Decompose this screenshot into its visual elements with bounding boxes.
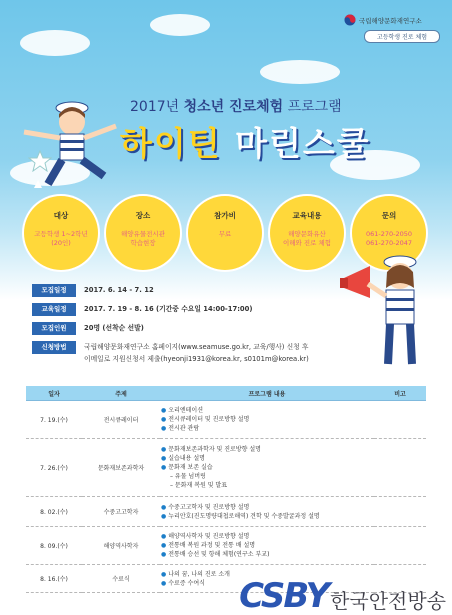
list-item: ● 오리엔테이션 xyxy=(161,407,204,414)
cloud xyxy=(20,30,90,56)
table-row xyxy=(26,527,426,565)
program-table xyxy=(26,386,426,593)
megaphone-girl-illustration xyxy=(340,248,440,372)
row-note xyxy=(374,497,426,527)
circle-value: 061-270-2050 061-270-2047 xyxy=(365,230,413,247)
info-label: 모집인원 xyxy=(32,322,76,335)
circle-label: 참가비 xyxy=(214,211,236,220)
row-items xyxy=(160,439,374,497)
row-topic: 해양역사학자 xyxy=(82,527,160,565)
cloud xyxy=(260,60,340,84)
row-topic: 문화재보존과학자 xyxy=(82,439,160,497)
title-subtitle xyxy=(130,96,342,116)
list-item: – 문화재 복원 및 발표 xyxy=(170,482,227,489)
table-row xyxy=(26,401,426,439)
row-date: 7. 19.(수) xyxy=(26,401,82,439)
circle-target xyxy=(24,196,98,270)
circle-value: 고등학생 1~2학년 (20인) xyxy=(34,230,88,247)
table-row xyxy=(26,497,426,527)
circle-label: 문의 xyxy=(381,211,397,220)
watermark-logo: CSBY xyxy=(239,576,329,615)
list-item: ● 누리안호(진도명량대첩로해역) 견학 및 수중발굴과정 설명 xyxy=(161,512,320,520)
row-items xyxy=(160,497,374,527)
header-note: 비고 xyxy=(374,386,426,401)
header-content: 프로그램 내용 xyxy=(160,386,374,401)
title-main-white: 마린스쿨 xyxy=(235,124,371,163)
row-date: 7. 26.(수) xyxy=(26,439,82,497)
org-logo xyxy=(344,14,440,43)
list-item: ● 문화재보존과학자 및 진로방향 설명 xyxy=(161,446,261,453)
info-row-edu-period xyxy=(32,303,322,316)
broadcaster-watermark xyxy=(239,576,446,615)
row-items xyxy=(160,527,374,565)
info-value: 2017. 6. 14 - 7. 12 xyxy=(84,286,154,294)
info-label: 모집일정 xyxy=(32,284,76,297)
circle-value: 무료 xyxy=(218,230,232,238)
row-note xyxy=(374,527,426,565)
circle-value: 해양문화유산 이해와 진로 체험 xyxy=(282,230,332,247)
info-label: 신청방법 xyxy=(32,341,76,354)
info-label: 교육일정 xyxy=(32,303,76,316)
list-item: ● 전통배 승선 및 항해 체험(연구소 부교) xyxy=(161,551,270,558)
org-tagline: 고등학생 진로 체험 xyxy=(364,30,440,43)
circle-fee xyxy=(188,196,262,270)
title-main-yellow: 하이틴 xyxy=(120,124,222,163)
circle-label: 대상 xyxy=(53,211,69,220)
row-note xyxy=(374,439,426,497)
row-topic: 수중고고학자 xyxy=(82,497,160,527)
row-topic: 수료식 xyxy=(82,565,160,593)
cloud xyxy=(150,14,210,36)
info-row-recruit-period xyxy=(32,284,322,297)
row-note xyxy=(374,401,426,439)
org-name: 국립해양문화재연구소 xyxy=(359,16,422,25)
info-row-capacity xyxy=(32,322,322,335)
taegeuk-icon xyxy=(344,14,356,26)
watermark-text: 한국안전방송 xyxy=(330,589,446,613)
info-value: 2017. 7. 19 - 8. 16 (기간중 수요일 14:00-17:00) xyxy=(84,305,253,313)
header-topic: 주제 xyxy=(82,386,160,401)
list-item: ● 수료증 수여식 xyxy=(161,579,205,587)
circle-label: 장소 xyxy=(135,211,151,220)
list-item: ● 나의 꿈, 나의 진로 소개 xyxy=(161,570,230,578)
info-value: 국립해양문화재연구소 홈페이지(www.seamuse.go.kr, 교육/행사) 신청 후 이메일로 지원신청서 제출(hyeonji1931@korea.kr, s0101m@korea.kr) xyxy=(84,343,309,363)
starfish-icon xyxy=(28,150,52,172)
circle-value: 해양유물전시관 학습현장 xyxy=(121,230,165,247)
list-item: ● 해양역사학자 및 진로방향 설명 xyxy=(161,533,250,540)
title-bold: 청소년 진로체험 xyxy=(183,99,284,115)
list-item: ● 문화재 보존 실습 xyxy=(161,464,213,471)
list-item: ● 실습내용 설명 xyxy=(161,455,205,462)
circle-place xyxy=(106,196,180,270)
title-year: 2017년 xyxy=(130,99,180,115)
list-item: ● 수중고고학자 및 진로방향 설명 xyxy=(161,503,250,511)
info-value: 20명 (선착순 선발) xyxy=(84,324,144,332)
list-item: ● 전시관 관람 xyxy=(161,425,200,432)
title-suffix: 프로그램 xyxy=(287,99,342,115)
circle-label: 교육내용 xyxy=(292,211,322,220)
circle-content xyxy=(270,196,344,270)
row-date: 8. 16.(수) xyxy=(26,565,82,593)
list-item: ● 전통배 복원 과정 및 전통 배 설명 xyxy=(161,542,256,549)
row-topic: 전시큐레이터 xyxy=(82,401,160,439)
table-row xyxy=(26,439,426,497)
table-header-row xyxy=(26,386,426,401)
row-items xyxy=(160,401,374,439)
row-date: 8. 02.(수) xyxy=(26,497,82,527)
header-date: 일자 xyxy=(26,386,82,401)
title-main xyxy=(120,118,371,165)
sailor-girl-illustration xyxy=(20,96,130,196)
list-item: ● 전시큐레이터 및 진로방향 설명 xyxy=(161,416,250,423)
row-date: 8. 09.(수) xyxy=(26,527,82,565)
info-row-apply xyxy=(32,341,322,365)
list-item: – 유물 넘버링 xyxy=(170,473,206,480)
info-list xyxy=(32,284,322,371)
